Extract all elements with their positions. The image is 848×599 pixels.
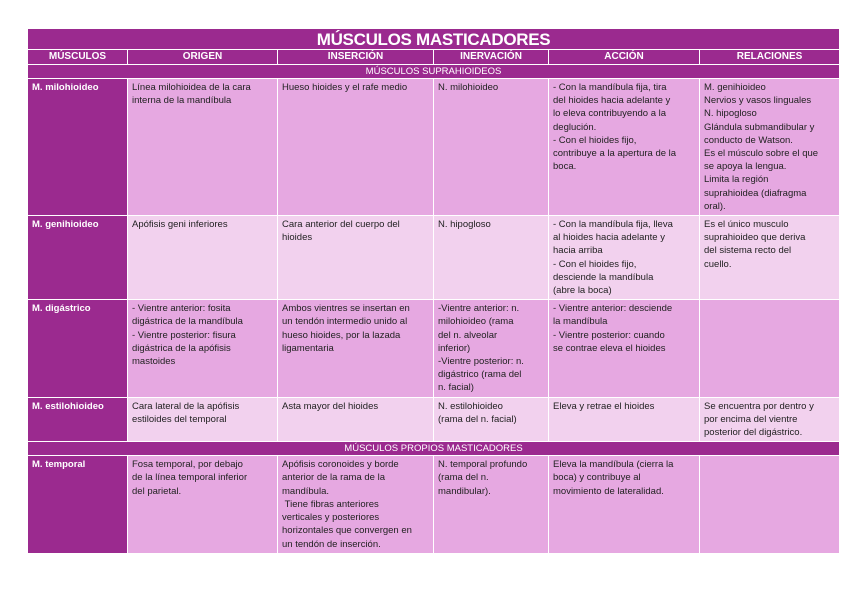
action-cell: - Con la mandíbula fija, tira del hioides hacia adelante y lo eleva contribuyendo a la deglución. - Con el hioides fijo, contribuye a la apertura de la boca. (549, 79, 700, 216)
header-musculos: MÚSCULOS (28, 50, 128, 65)
action-cell: Eleva y retrae el hioides (549, 397, 700, 442)
origin-cell: Apófisis geni inferiores (128, 216, 278, 300)
insertion-cell: Ambos vientres se insertan en un tendón intermedio unido al hueso hioides, por la lazada ligamentaria (278, 300, 434, 397)
action-cell: - Con la mandíbula fija, lleva al hioides hacia adelante y hacia arriba - Con el hioides fijo, desciende la mandíbula (abre la boca) (549, 216, 700, 300)
innervation-cell: -Vientre anterior: n. milohioideo (rama del n. alveolar inferior) -Vientre posterior: n. digástrico (rama del n. facial) (434, 300, 549, 397)
table-row (28, 456, 840, 553)
section-propios-masticadores: MÚSCULOS PROPIOS MASTICADORES (28, 442, 840, 456)
table-row (28, 79, 840, 216)
table-row (28, 216, 840, 300)
section-header-row (28, 65, 840, 79)
innervation-cell: N. temporal profundo (rama del n. mandibular). (434, 456, 549, 553)
innervation-cell: N. estilohioideo (rama del n. facial) (434, 397, 549, 442)
relations-cell: Es el único musculo suprahioideo que deriva del sistema recto del cuello. (700, 216, 840, 300)
header-origen: ORIGEN (128, 50, 278, 65)
muscle-name: M. temporal (28, 456, 128, 553)
section-suprahioideos: MÚSCULOS SUPRAHIOIDEOS (28, 65, 840, 79)
header-relaciones: RELACIONES (700, 50, 840, 65)
insertion-cell: Apófisis coronoides y borde anterior de la rama de la mandíbula. Tiene fibras anteriores verticales y posteriores horizontales que convergen en un tendón de inserción. (278, 456, 434, 553)
innervation-cell: N. milohioideo (434, 79, 549, 216)
relations-cell (700, 456, 840, 553)
origin-cell: Fosa temporal, por debajo de la línea temporal inferior del parietal. (128, 456, 278, 553)
action-cell: - Vientre anterior: desciende la mandíbula - Vientre posterior: cuando se contrae eleva el hioides (549, 300, 700, 397)
muscle-name: M. genihioideo (28, 216, 128, 300)
relations-cell: M. genihioideo Nervios y vasos linguales N. hipogloso Glándula submandibular y conducto de Watson. Es el músculo sobre el que se apoya la lengua. Limita la región suprahioidea (diafragma oral). (700, 79, 840, 216)
header-insercion: INSERCIÓN (278, 50, 434, 65)
origin-cell: Cara lateral de la apófisis estiloides del temporal (128, 397, 278, 442)
header-inervacion: INERVACIÓN (434, 50, 549, 65)
innervation-cell: N. hipogloso (434, 216, 549, 300)
header-row (28, 50, 840, 65)
origin-cell: - Vientre anterior: fosita digástrica de la mandíbula - Vientre posterior: fisura digástrica de la apófisis mastoides (128, 300, 278, 397)
muscle-name: M. milohioideo (28, 79, 128, 216)
table-row (28, 300, 840, 397)
insertion-cell: Asta mayor del hioides (278, 397, 434, 442)
action-cell: Eleva la mandíbula (cierra la boca) y contribuye al movimiento de lateralidad. (549, 456, 700, 553)
origin-cell: Línea milohioidea de la cara interna de la mandíbula (128, 79, 278, 216)
relations-cell (700, 300, 840, 397)
muscle-name: M. digástrico (28, 300, 128, 397)
muscles-table (27, 28, 840, 554)
insertion-cell: Cara anterior del cuerpo del hioides (278, 216, 434, 300)
muscle-name: M. estilohioideo (28, 397, 128, 442)
section-header-row (28, 442, 840, 456)
header-accion: ACCIÓN (549, 50, 700, 65)
title-row (28, 29, 840, 50)
table-row (28, 397, 840, 442)
insertion-cell: Hueso hioides y el rafe medio (278, 79, 434, 216)
table-title: MÚSCULOS MASTICADORES (28, 29, 840, 50)
relations-cell: Se encuentra por dentro y por encima del vientre posterior del digástrico. (700, 397, 840, 442)
